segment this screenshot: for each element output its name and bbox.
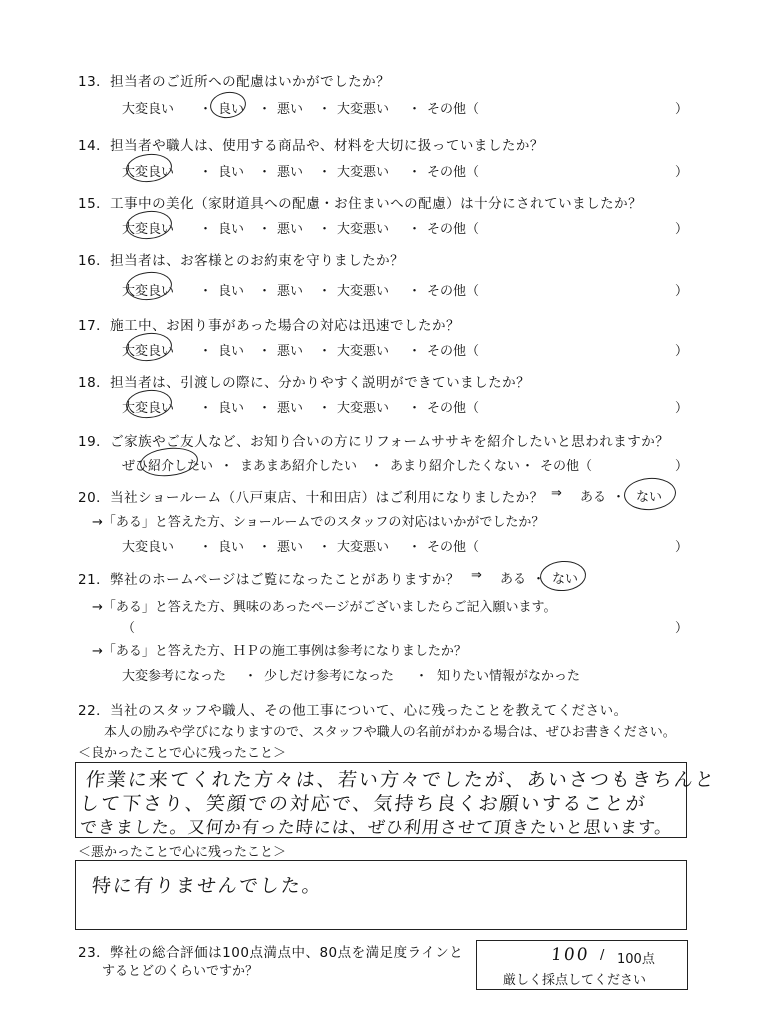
q15-opt-very-good[interactable]: 大変良い [122, 222, 175, 237]
sep: ・ [318, 222, 332, 237]
answer-circle-mark [623, 476, 677, 512]
q20-close: ） [675, 540, 689, 555]
q17-options [0, 340, 768, 360]
q17-opt-bad[interactable]: 悪い [277, 344, 304, 359]
q15-opt-very-bad[interactable]: 大変悪い [337, 222, 390, 237]
q19-label: 19．ご家族やご友人など、お知り合いの方にリフォームササキを紹介したいと思われますか？ [78, 434, 670, 450]
q14-opt-very-good[interactable]: 大変良い [122, 165, 175, 180]
q21-opt-slightly-helpful[interactable]: 少しだけ参考になった [264, 669, 395, 684]
q21-follow2-label: →「ある」と答えた方、ＨＰの施工事例は参考になりましたか？ [92, 644, 467, 659]
good-comment-line: 作業に来てくれた方々は、若い方々でしたが、あいさつもきちんと [84, 769, 718, 791]
score-value: 100 [549, 945, 591, 965]
q19-options [0, 455, 768, 475]
q13-opt-bad[interactable]: 悪い [277, 102, 304, 117]
sep: ・ [199, 284, 213, 299]
q13-opt-very-bad[interactable]: 大変悪い [337, 102, 390, 117]
sep: ・ [199, 344, 213, 359]
q22-sub-label: 本人の励みや学びになりますので、スタッフや職人の名前がわかる場合は、ぜひお書きください。 [104, 725, 676, 740]
arrow-icon: ⇒ [551, 486, 562, 501]
q17-opt-very-bad[interactable]: 大変悪い [337, 344, 390, 359]
q14-opt-good[interactable]: 良い [218, 165, 245, 180]
q14-opt-bad[interactable]: 悪い [277, 165, 304, 180]
q20-opt-no[interactable]: ない [636, 490, 663, 505]
q20-label: 20．当社ショールーム（八戸東店、十和田店）はご利用になりましたか？ [78, 490, 544, 506]
sep: ・ [408, 344, 422, 359]
q20-follow-label: →「ある」と答えた方、ショールームでのスタッフの対応はいかがでしたか？ [92, 515, 545, 530]
q13-options [0, 98, 768, 118]
q21-opt-yes[interactable]: ある [500, 572, 527, 587]
q17-opt-very-good[interactable]: 大変良い [122, 344, 175, 359]
sep: ・ [258, 102, 272, 117]
q17-label: 17．施工中、お困り事があった場合の対応は迅速でしたか？ [78, 318, 461, 334]
q22-label: 22．当社のスタッフや職人、その他工事について、心に残ったことを教えてください。 [78, 703, 628, 719]
sep: ・ [318, 401, 332, 416]
q20-opt-yes[interactable]: ある [580, 490, 607, 505]
sep: ・ [532, 572, 546, 587]
q16-opt-very-bad[interactable]: 大変悪い [337, 284, 390, 299]
q15-options [0, 218, 768, 238]
sep: ・ [408, 401, 422, 416]
sep: ・ [408, 165, 422, 180]
good-comment-line: できました。又何か有った時には、ぜひ利用させて頂きたいと思います。 [78, 818, 674, 838]
sep: ・ [258, 540, 272, 555]
q14-label: 14．担当者や職人は、使用する商品や、材料を大切に扱っていましたか？ [78, 138, 544, 154]
sep: ・ [244, 669, 258, 684]
q14-close: ） [675, 165, 689, 180]
q18-opt-good[interactable]: 良い [218, 401, 245, 416]
score-box[interactable] [476, 940, 688, 990]
arrow-icon: ⇒ [471, 568, 482, 583]
q17-opt-other[interactable]: その他（ [427, 344, 480, 359]
q18-opt-very-bad[interactable]: 大変悪い [337, 401, 390, 416]
good-comment-box[interactable] [75, 762, 718, 838]
q13-opt-other[interactable]: その他（ [427, 102, 480, 117]
q20-options [0, 536, 768, 556]
sep: ・ [220, 459, 234, 474]
q14-options [0, 161, 768, 181]
q15-opt-good[interactable]: 良い [218, 222, 245, 237]
sep: ・ [258, 165, 272, 180]
q16-options [0, 280, 768, 300]
score-max: 100点 [617, 952, 655, 967]
sep: ・ [521, 459, 535, 474]
q21-open: （ [122, 621, 136, 636]
sep: ・ [199, 401, 213, 416]
sep: ・ [258, 222, 272, 237]
q16-opt-bad[interactable]: 悪い [277, 284, 304, 299]
q21-options [0, 665, 768, 685]
sep: ・ [318, 102, 332, 117]
q15-opt-bad[interactable]: 悪い [277, 222, 304, 237]
sep: ・ [408, 284, 422, 299]
answer-circle-mark [539, 559, 587, 592]
q20-opt-other[interactable]: その他（ [427, 540, 480, 555]
q23-label-cont: するとどのくらいですか？ [102, 964, 259, 979]
q21-opt-no[interactable]: ない [552, 572, 579, 587]
sep: ・ [370, 459, 384, 474]
q18-opt-bad[interactable]: 悪い [277, 401, 304, 416]
q13-label: 13．担当者のご近所への配慮はいかがでしたか？ [78, 74, 391, 90]
sep: ・ [408, 540, 422, 555]
sep: ・ [318, 540, 332, 555]
q13-close: ） [675, 102, 689, 117]
q19-opt-definitely[interactable]: ぜひ紹介したい [122, 459, 214, 474]
q21-opt-no-info[interactable]: 知りたい情報がなかった [437, 669, 581, 684]
q20-opt-very-good[interactable]: 大変良い [122, 540, 175, 555]
q15-opt-other[interactable]: その他（ [427, 222, 480, 237]
q21-follow1-label: →「ある」と答えた方、興味のあったページがございましたらご記入願います。 [92, 600, 557, 615]
q19-opt-somewhat[interactable]: まあまあ紹介したい [240, 459, 358, 474]
good-heading: ＜良かったことで心に残ったこと＞ [78, 746, 287, 761]
q18-opt-other[interactable]: その他（ [427, 401, 480, 416]
sep: ・ [258, 284, 272, 299]
q20-opt-good[interactable]: 良い [218, 540, 245, 555]
sep: ・ [612, 490, 626, 505]
q17-opt-good[interactable]: 良い [218, 344, 245, 359]
q13-opt-very-good[interactable]: 大変良い [122, 102, 175, 117]
sep: ・ [408, 102, 422, 117]
q16-opt-other[interactable]: その他（ [427, 284, 480, 299]
sep: ・ [415, 669, 429, 684]
sep: ・ [199, 102, 213, 117]
q20-opt-bad[interactable]: 悪い [277, 540, 304, 555]
good-comment-line: して下さり、笑顔での対応で、気持ち良くお願いすることが [78, 793, 648, 815]
sep: ・ [318, 284, 332, 299]
sep: ・ [199, 165, 213, 180]
score-note: 厳しく採点してください [503, 973, 647, 988]
q19-close: ） [675, 459, 689, 474]
q21-label: 21．弊社のホームページはご覧になったことがありますか？ [78, 572, 460, 588]
q18-label: 18．担当者は、引渡しの際に、分かりやすく説明ができていましたか？ [78, 375, 531, 391]
q18-options [0, 397, 768, 417]
q20-opt-very-bad[interactable]: 大変悪い [337, 540, 390, 555]
q13-opt-good[interactable]: 良い [218, 102, 245, 117]
bad-heading: ＜悪かったことで心に残ったこと＞ [78, 845, 287, 860]
bad-comment-box[interactable] [75, 860, 687, 930]
q16-opt-good[interactable]: 良い [218, 284, 245, 299]
q16-opt-very-good[interactable]: 大変良い [122, 284, 175, 299]
score-slash: / [600, 948, 605, 963]
q21-close: ） [675, 621, 689, 636]
sep: ・ [258, 344, 272, 359]
q17-close: ） [675, 344, 689, 359]
q18-close: ） [675, 401, 689, 416]
bad-comment-line: 特に有りませんでした。 [90, 875, 325, 897]
sep: ・ [408, 222, 422, 237]
sep: ・ [318, 165, 332, 180]
q18-opt-very-good[interactable]: 大変良い [122, 401, 175, 416]
q14-opt-very-bad[interactable]: 大変悪い [337, 165, 390, 180]
q19-opt-other[interactable]: その他（ [540, 459, 593, 474]
sep: ・ [199, 540, 213, 555]
q15-close: ） [675, 222, 689, 237]
sep: ・ [258, 401, 272, 416]
q16-close: ） [675, 284, 689, 299]
q14-opt-other[interactable]: その他（ [427, 165, 480, 180]
q15-label: 15．工事中の美化（家財道具への配慮・お住まいへの配慮）は十分にされていましたか？ [78, 196, 643, 212]
q16-label: 16．担当者は、お客様とのお約束を守りましたか？ [78, 253, 405, 269]
sep: ・ [318, 344, 332, 359]
q21-opt-very-helpful[interactable]: 大変参考になった [122, 669, 227, 684]
q19-opt-not-really[interactable]: あまり紹介したくない [390, 459, 521, 474]
q23-label: 23．弊社の総合評価は100点満点中、80点を満足度ラインと [78, 945, 464, 961]
sep: ・ [199, 222, 213, 237]
